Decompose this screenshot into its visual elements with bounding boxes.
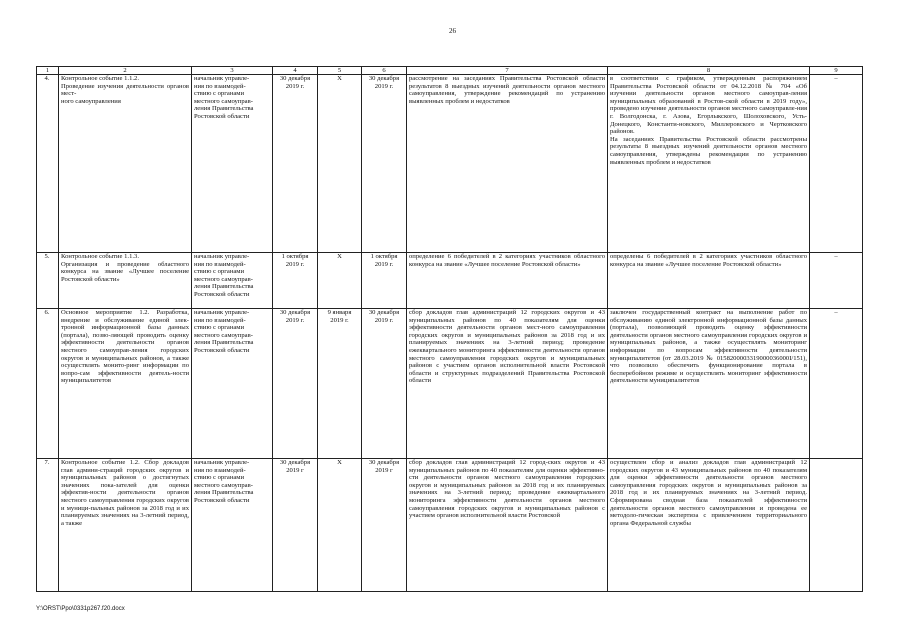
actual-result-cell: заключен государственный контракт на выполнение работ по обслуживанию единой электронной информационной базы данных (портала), позволяющей проводить оценку эффективности деятельности органов местного самоуправления городских округов и муниципальных районов, а также осуществлять мониторинг информации по вопросам эффективности деятельности муниципалитетов (от 28.03.2019 № 0158200003319000036000I/151), что позволило обеспечить функционирование портала в бесперебойном режиме и осуществлять мониторинг эффективности деятельности муниципалитетов [608, 309, 810, 459]
planned-result-cell: сбор докладов глав администраций 12 городских округов и 43 муниципальных районов по 40 показателям для оценки эффективности деятельности органов мест-ного самоуправления городских округов и муниципальных районов за 2018 год и их планируемых значениях на 3-летний период; проведение ежеквартального мониторинга эффективности деятельности органов местного самоуправления городских округов и муниципальных районов с участием органов исполнительной власти Ростовской области и структурных подразделений Правительства Ростовской области [407, 309, 608, 459]
responsible-cell: начальник управле- ния по взаимодей- ствию с органами местного самоуправ- ления Правительства Ростовской области [192, 253, 273, 309]
row-number: 4. [37, 75, 59, 253]
col-header: 5 [318, 67, 362, 75]
table-row [37, 75, 863, 253]
report-table [36, 66, 863, 592]
actual-result-cell: определены 6 победителей в 2 категориях участников областного конкурса на звание «Лучшее поселение Ростовской области» [608, 253, 810, 309]
file-path-footer: Y:\ORST\Ppo\0331p267.f20.docx [36, 606, 125, 612]
start-date-cell: Х [318, 459, 362, 592]
planned-result-cell: рассмотрение на заседаниях Правительства Ростовской области результатов 8 выездных изучений деятельности органов местного самоуправления, утверждение рекомендаций по устранению выявленных проблем и недостатков [407, 75, 608, 253]
end-date-cell: 30 декабря 2019 г. [362, 75, 407, 253]
event-cell: Основное мероприятие 1.2. Разработка, внедрение и обслуживание единой элек-тронной информационной базы данных (портала), позво-ляющей проводить оценку эффективности деятельности органов местного самоуправ-ления городских округов и муниципальных районов, а также осуществлять монито-ринг информации по вопро-сам эффективности деятель-ности муниципалитетов [59, 309, 192, 459]
col-header: 4 [273, 67, 318, 75]
col-header: 2 [59, 67, 192, 75]
plan-date-cell: 30 декабря 2019 г. [273, 309, 318, 459]
actual-result-cell: осуществлен сбор и анализ докладов глав администраций 12 городских округов и 43 муниципальных районов по 40 показателям для оценки эффективности деятельности органов местного самоуправления городских округов и муниципальных районов за 2018 год и их планируемых значениях на 3-летний период. Сформирована сводная база показателей эффективности деятельности органов местного самоуправления и проведена ее методоло-гическая экспертиза с привлечением территориального органа Федеральной службы [608, 459, 810, 592]
plan-date-cell: 30 декабря 2019 г [273, 459, 318, 592]
end-date-cell: 30 декабря 2019 г [362, 459, 407, 592]
table-row [37, 309, 863, 459]
page-number: 26 [449, 27, 456, 35]
end-date-cell: 30 декабря 2019 г. [362, 309, 407, 459]
start-date-cell: Х [318, 75, 362, 253]
reason-cell: – [810, 309, 863, 459]
col-header: 9 [810, 67, 863, 75]
row-number: 6. [37, 309, 59, 459]
table-row [37, 253, 863, 309]
reason-cell: – [810, 253, 863, 309]
reason-cell [810, 459, 863, 592]
responsible-cell: начальник управле- ния по взаимодей- ствию с органами местного самоуправ- ления Правительства Ростовской области [192, 459, 273, 592]
table-row [37, 459, 863, 592]
reason-cell: – [810, 75, 863, 253]
row-number: 5. [37, 253, 59, 309]
col-header: 3 [192, 67, 273, 75]
responsible-cell: начальник управле- ния по взаимодей- ствию с органами местного самоуправ- ления Правительства Ростовской области [192, 309, 273, 459]
plan-date-cell: 1 октября 2019 г. [273, 253, 318, 309]
planned-result-cell: сбор докладов глав администраций 12 город-ских округов и 43 муниципальных районов по 40 показателям для оценки эффективно-сти деятельности органов местного самоуправления городских округов и муниципальных районов за 2018 год и их планируемых значениях на 3-летний период; проведение ежеквартального мониторинга эффективности деятельности органов местного самоуправления городских округов и муниципальных районов с участием органов исполнительной власти Ростовской [407, 459, 608, 592]
row-number: 7. [37, 459, 59, 592]
responsible-cell: начальник управле- ния по взаимодей- ствию с органами местного самоуправ- ления Правительства Ростовской области [192, 75, 273, 253]
col-header: 8 [608, 67, 810, 75]
event-cell: Контрольное событие 1.2. Сбор докладов глав админи-страций городских округов и муниципальных районов о достигнутых значениях пока-зателей для оценки эффектив-ности деятельности органов местного самоуправления городских округов и муници-пальных районов за 2018 год и их планируемых значениях на 3-летний период, а также [59, 459, 192, 592]
end-date-cell: 1 октября 2019 г. [362, 253, 407, 309]
start-date-cell: 9 января 2019 г. [318, 309, 362, 459]
actual-result-cell: в соответствии с графиком, утвержденным распоряжением Правительства Ростовской области от 04.12.2018 № 704 «Об изучении деятельности органов местного самоуправ-ления муниципальных образований в Ростов-ской области в 2019 году», проведено изучение деятельности органов местного самоуправле-ния г. Волгодонска, г. Азова, Егорлыкского, Шолоховского, Усть-Донецкого, Константи-новского, Миллеровского и Чертковского районов. На заседаниях Правительства Ростовской области рассмотрены результаты 8 выездных изучений деятельности органов местного самоуправления, утверждены рекомендации по устранению выявленных проблем и недостатков [608, 75, 810, 253]
start-date-cell: Х [318, 253, 362, 309]
col-header: 7 [407, 67, 608, 75]
header-row [37, 67, 863, 75]
planned-result-cell: определение 6 победителей в 2 категориях участников областного конкурса на звание «Лучшее поселение Ростовской области» [407, 253, 608, 309]
col-header: 6 [362, 67, 407, 75]
col-header: 1 [37, 67, 59, 75]
event-cell: Контрольное событие 1.1.3. Организация и проведение областного конкурса на звание «Лучшее поселение Ростовской области» [59, 253, 192, 309]
plan-date-cell: 30 декабря 2019 г. [273, 75, 318, 253]
event-cell: Контрольное событие 1.1.2. Проведение изучения деятельности органов мест- ного самоуправления [59, 75, 192, 253]
